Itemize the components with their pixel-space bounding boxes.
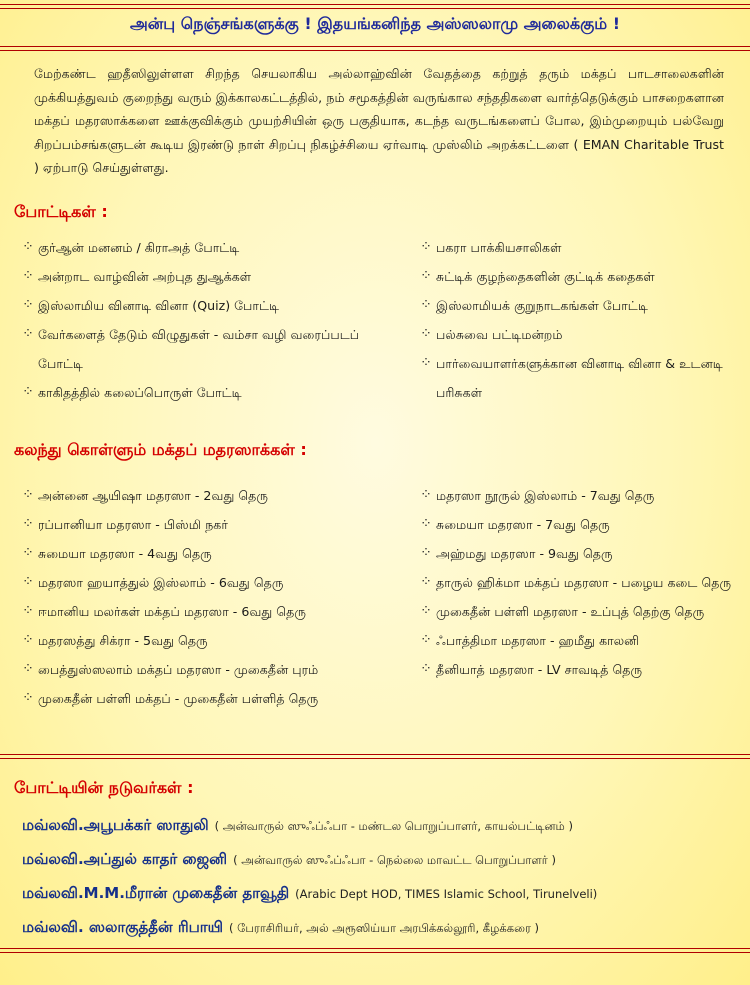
sparkle-bullet-icon: ⁘ xyxy=(22,603,34,619)
bottom-border-rule xyxy=(0,948,750,953)
list-item-text: பார்வையாளர்களுக்கான வினாடி வினா & உடனடி பரிசுகள் xyxy=(436,356,723,400)
top-border-rule xyxy=(0,4,750,9)
list-item xyxy=(418,481,743,510)
list-item xyxy=(20,510,415,539)
competitions-list-left xyxy=(20,233,370,407)
judge-name: மவ்லவி.அப்துல் காதர் ஜைனி xyxy=(22,850,228,868)
judge-row xyxy=(22,842,742,876)
madrasas-list-left xyxy=(20,481,415,713)
list-item xyxy=(418,291,743,320)
sparkle-bullet-icon: ⁘ xyxy=(420,516,432,532)
list-item xyxy=(20,626,415,655)
sparkle-bullet-icon: ⁘ xyxy=(22,661,34,677)
sparkle-bullet-icon: ⁘ xyxy=(22,326,34,342)
list-item xyxy=(20,233,370,262)
list-item xyxy=(20,539,415,568)
list-item xyxy=(20,262,370,291)
list-item-text: சுமையா மதரஸா - 7வது தெரு xyxy=(436,517,610,532)
judge-name: மவ்லவி. ஸலாகுத்தீன் ரிபாயி xyxy=(22,918,224,936)
list-item xyxy=(418,626,743,655)
sparkle-bullet-icon: ⁘ xyxy=(420,632,432,648)
judge-row xyxy=(22,910,742,944)
sparkle-bullet-icon: ⁘ xyxy=(22,690,34,706)
sparkle-bullet-icon: ⁘ xyxy=(22,384,34,400)
sparkle-bullet-icon: ⁘ xyxy=(420,326,432,342)
judge-affiliation: (Arabic Dept HOD, TIMES Islamic School, Tirunelveli) xyxy=(295,887,598,901)
competitions-list-right xyxy=(418,233,743,407)
greeting-title: அன்பு நெஞ்சங்களுக்கு ! இதயங்கனிந்த அஸ்ஸலாமு அலைக்கும் ! xyxy=(129,14,620,33)
list-item-text: மதரஸத்து சிக்ரா - 5வது தெரு xyxy=(38,633,208,648)
judge-row xyxy=(22,808,742,842)
sparkle-bullet-icon: ⁘ xyxy=(22,574,34,590)
list-item-text: சுட்டிக் குழந்தைகளின் குட்டிக் கதைகள் xyxy=(436,269,655,284)
list-item xyxy=(418,568,743,597)
list-item-text: தாருல் ஹிக்மா மக்தப் மதரஸா - பழைய கடை தெரு xyxy=(436,575,732,590)
list-item-text: சுமையா மதரஸா - 4வது தெரு xyxy=(38,546,212,561)
list-item xyxy=(418,510,743,539)
list-item-text: இஸ்லாமியக் குறுநாடகங்கள் போட்டி xyxy=(436,298,648,313)
judges-divider xyxy=(0,754,750,759)
judge-affiliation: ( அன்வாருல் ஸுஃப்ஃபா - நெல்லை மாவட்ட பொறுப்பாளர் ) xyxy=(233,853,556,867)
list-item-text: அஹ்மது மதரஸா - 9வது தெரு xyxy=(436,546,613,561)
list-item-text: ரப்பானியா மதரஸா - பிஸ்மி நகர் xyxy=(38,517,228,532)
sparkle-bullet-icon: ⁘ xyxy=(420,603,432,619)
judges-heading: போட்டியின் நடுவர்கள் : xyxy=(14,778,194,797)
list-item-text: வேர்களைத் தேடும் விழுதுகள் - வம்சா வழி வரைப்படப் போட்டி xyxy=(38,327,360,371)
competitions-heading: போட்டிகள் : xyxy=(14,202,108,221)
list-item-text: ஈமானிய மலர்கள் மக்தப் மதரஸா - 6வது தெரு xyxy=(38,604,306,619)
judge-name: மவ்லவி.M.M.மீரான் முகைதீன் தாவூதி xyxy=(22,884,290,902)
judge-name: மவ்லவி.அபூபக்கர் ஸாதுலி xyxy=(22,816,209,834)
list-item xyxy=(418,655,743,684)
list-item-text: அன்றாட வாழ்வின் அற்புத துஆக்கள் xyxy=(38,269,252,284)
list-item xyxy=(418,320,743,349)
judge-affiliation: ( பேராசிரியர், அல் அரூஸிய்யா அரபிக்கல்லூரி, கீழக்கரை ) xyxy=(229,921,540,935)
sparkle-bullet-icon: ⁘ xyxy=(22,487,34,503)
sparkle-bullet-icon: ⁘ xyxy=(22,516,34,532)
list-item-text: முகைதீன் பள்ளி மக்தப் - முகைதீன் பள்ளித் தெரு xyxy=(38,691,319,706)
judge-affiliation: ( அன்வாருல் ஸுஃப்ஃபா - மண்டல பொறுப்பாளர், காயல்பட்டினம் ) xyxy=(214,819,573,833)
list-item xyxy=(20,378,370,407)
sparkle-bullet-icon: ⁘ xyxy=(420,355,432,371)
judges-list xyxy=(22,808,742,944)
list-item xyxy=(418,539,743,568)
list-item-text: காகிதத்தில் கலைப்பொருள் போட்டி xyxy=(38,385,242,400)
list-item-text: பைத்துஸ்ஸலாம் மக்தப் மதரஸா - முகைதீன் புரம் xyxy=(38,662,319,677)
list-item xyxy=(418,262,743,291)
list-item-text: ஃபாத்திமா மதரஸா - ஹமீது காலனி xyxy=(436,633,640,648)
list-item xyxy=(418,233,743,262)
list-item-text: முகைதீன் பள்ளி மதரஸா - உப்புத் தெற்கு தெரு xyxy=(436,604,705,619)
sparkle-bullet-icon: ⁘ xyxy=(420,297,432,313)
sparkle-bullet-icon: ⁘ xyxy=(420,574,432,590)
sparkle-bullet-icon: ⁘ xyxy=(420,661,432,677)
sparkle-bullet-icon: ⁘ xyxy=(22,268,34,284)
list-item-text: இஸ்லாமிய வினாடி வினா (Quiz) போட்டி xyxy=(38,298,280,313)
sparkle-bullet-icon: ⁘ xyxy=(420,268,432,284)
title-divider xyxy=(0,46,750,51)
madrasas-list-right xyxy=(418,481,743,684)
list-item-text: பகரா பாக்கியசாலிகள் xyxy=(436,240,562,255)
sparkle-bullet-icon: ⁘ xyxy=(22,239,34,255)
list-item xyxy=(418,349,743,407)
list-item-text: பல்சுவை பட்டிமன்றம் xyxy=(436,327,563,342)
list-item xyxy=(20,568,415,597)
list-item xyxy=(20,291,370,320)
list-item-text: தீனியாத் மதரஸா - LV சாவடித் தெரு xyxy=(436,662,643,677)
list-item xyxy=(20,320,370,378)
sparkle-bullet-icon: ⁘ xyxy=(420,239,432,255)
sparkle-bullet-icon: ⁘ xyxy=(22,545,34,561)
sparkle-bullet-icon: ⁘ xyxy=(420,487,432,503)
list-item-text: மதரஸா ஹயாத்துல் இஸ்லாம் - 6வது தெரு xyxy=(38,575,284,590)
sparkle-bullet-icon: ⁘ xyxy=(22,297,34,313)
list-item-text: மதரஸா நூருல் இஸ்லாம் - 7வது தெரு xyxy=(436,488,655,503)
list-item xyxy=(20,655,415,684)
sparkle-bullet-icon: ⁘ xyxy=(22,632,34,648)
list-item xyxy=(20,481,415,510)
judge-row xyxy=(22,876,742,910)
sparkle-bullet-icon: ⁘ xyxy=(420,545,432,561)
list-item xyxy=(418,597,743,626)
list-item xyxy=(20,684,415,713)
intro-paragraph: மேற்கண்ட ஹதீஸிலுள்ளள சிறந்த செயலாகிய அல்லாஹ்வின் வேதத்தை கற்றுத் தரும் மக்தப் பாடசாலைகளின் முக்கியத்துவம் குறைந்து வரும் இக்காலகட்டத்தில், நம் சமூகத்தின் வருங்கால சந்ததிகளை வார்த்தெடுக்கும் பாசறைகளான மக்தப் மதரஸாக்களை ஊக்குவிக்கும் முயற்சியின் ஒரு பகுதியாக, கடந்த வருடங்களைப் போல, இம்முறையும் பல்வேறு சிறப்பம்சங்களுடன் கூடிய இரண்டு நாள் சிறப்பு நிகழ்ச்சியை ஏர்வாடி முஸ்லிம் அறக்கட்டளை ( EMAN Charitable Trust ) ஏற்பாடு செய்துள்ளது. xyxy=(34,66,724,175)
madrasas-heading: கலந்து கொள்ளும் மக்தப் மதரஸாக்கள் : xyxy=(14,440,307,459)
list-item-text: அன்னை ஆயிஷா மதரஸா - 2வது தெரு xyxy=(38,488,269,503)
list-item-text: குர்ஆன் மனனம் / கிராஅத் போட்டி xyxy=(38,240,240,255)
list-item xyxy=(20,597,415,626)
